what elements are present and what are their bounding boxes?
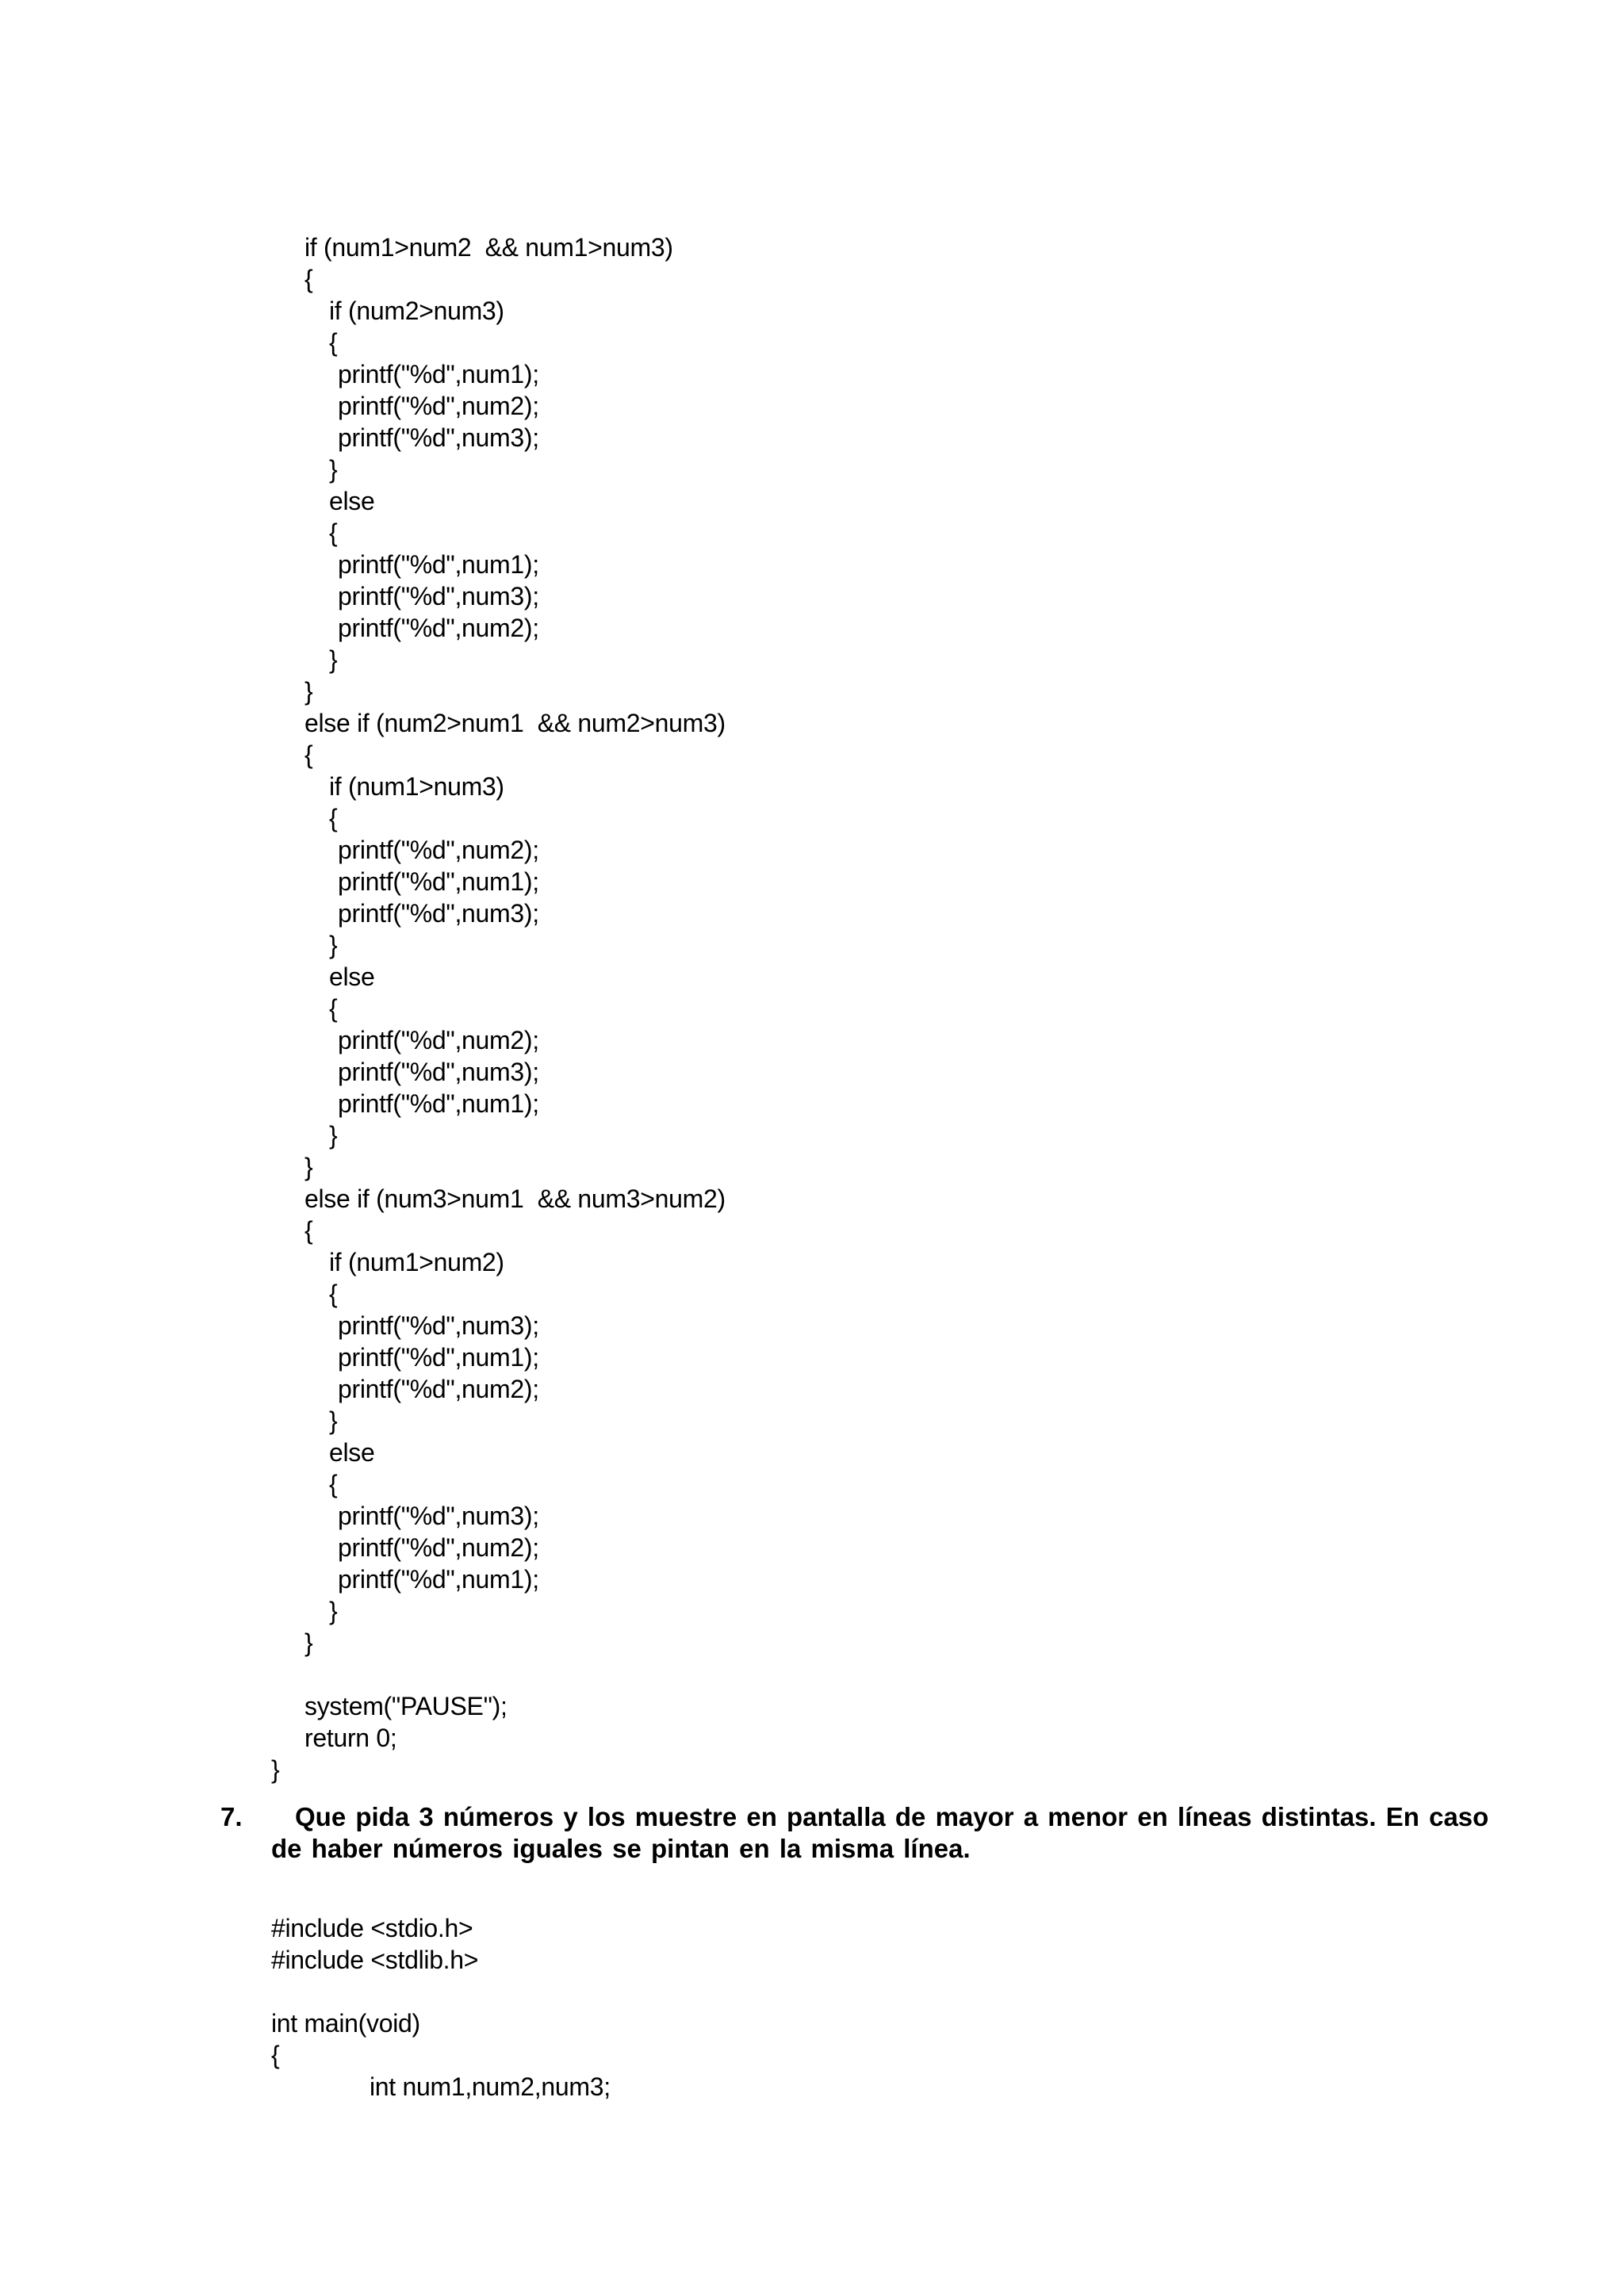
code-line: printf("%d",num3); <box>338 1502 539 1530</box>
code-line: printf("%d",num1); <box>338 1343 539 1372</box>
code-line: } <box>271 1755 280 1784</box>
code-line: { <box>329 1280 338 1308</box>
code-line: if (num1>num3) <box>329 772 504 801</box>
code-line: { <box>329 328 338 357</box>
code-line: else if (num2>num1 && num2>num3) <box>304 709 726 737</box>
code-line: printf("%d",num1); <box>338 360 539 388</box>
code-line: if (num1>num2) <box>329 1248 504 1276</box>
code-line: else <box>329 1438 375 1467</box>
code-line: #include <stdlib.h> <box>271 1946 479 1974</box>
code-line: } <box>329 931 338 959</box>
code-line: #include <stdio.h> <box>271 1914 473 1942</box>
code-line: printf("%d",num3); <box>338 1311 539 1340</box>
code-line: } <box>304 677 313 706</box>
code-line: int num1,num2,num3; <box>370 2072 611 2101</box>
code-line: printf("%d",num2); <box>338 392 539 420</box>
code-line: int main(void) <box>271 2009 420 2038</box>
code-line: if (num2>num3) <box>329 297 504 325</box>
code-line: else if (num3>num1 && num3>num2) <box>304 1184 726 1213</box>
code-line: } <box>329 1406 338 1435</box>
code-line: } <box>304 1628 313 1657</box>
code-line: { <box>329 994 338 1023</box>
code-line: { <box>271 2041 280 2069</box>
code-line: printf("%d",num2); <box>338 1375 539 1403</box>
code-line: printf("%d",num3); <box>338 582 539 610</box>
code-line: printf("%d",num2); <box>338 614 539 642</box>
code-line: printf("%d",num3); <box>338 423 539 452</box>
code-line: } <box>304 1153 313 1181</box>
code-line: printf("%d",num3); <box>338 1058 539 1086</box>
code-line: printf("%d",num2); <box>338 836 539 864</box>
code-line: if (num1>num2 && num1>num3) <box>304 233 673 262</box>
code-line: printf("%d",num1); <box>338 1089 539 1118</box>
code-line: { <box>329 1470 338 1498</box>
code-line: } <box>329 1597 338 1625</box>
code-line: printf("%d",num1); <box>338 867 539 896</box>
code-line: printf("%d",num3); <box>338 899 539 928</box>
code-line: { <box>329 519 338 547</box>
code-line: printf("%d",num2); <box>338 1533 539 1562</box>
code-line: printf("%d",num1); <box>338 550 539 579</box>
code-line: } <box>329 1121 338 1150</box>
exercise-number: 7. <box>220 1802 243 1831</box>
code-line: { <box>304 1216 313 1245</box>
code-line: return 0; <box>304 1724 397 1752</box>
code-line: else <box>329 487 375 515</box>
code-line: else <box>329 962 375 991</box>
code-line: { <box>304 265 313 293</box>
exercise-statement: Que pida 3 números y los muestre en pantalla de mayor a menor en líneas distintas. En caso de haber números iguales se pintan en la misma línea. <box>271 1802 1489 1863</box>
code-line: { <box>329 804 338 832</box>
code-line: { <box>304 740 313 769</box>
code-line: printf("%d",num1); <box>338 1565 539 1594</box>
code-line: printf("%d",num2); <box>338 1026 539 1054</box>
code-line: } <box>329 455 338 484</box>
code-line: system("PAUSE"); <box>304 1692 508 1720</box>
code-line: } <box>329 645 338 674</box>
